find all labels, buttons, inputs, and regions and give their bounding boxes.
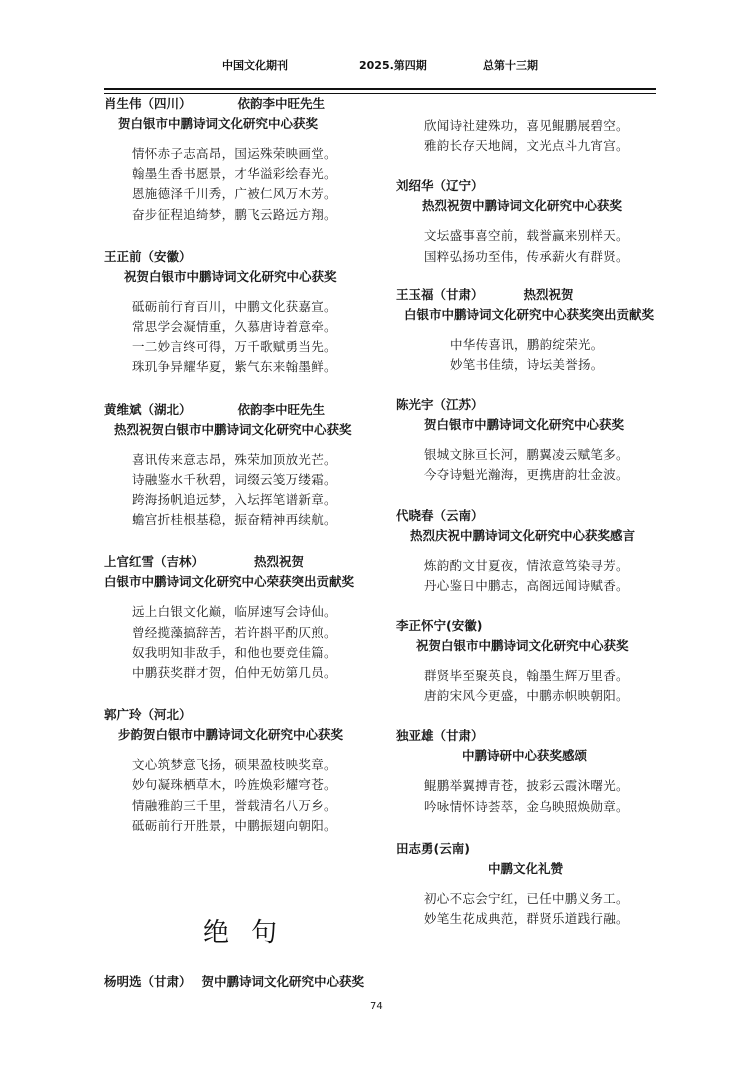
poem-line: 一二妙言终可得，万千歌赋勇当先。 (132, 339, 337, 355)
poem-body (396, 226, 658, 266)
poem-title: 贺白银市中鹏诗词文化研究中心获奖 (118, 116, 319, 131)
poem-line: 珠玑争异耀华夏，紫气东来翰墨鲜。 (132, 359, 337, 375)
poem-entry (396, 616, 658, 706)
poem-line: 文坛盛事喜空前，载誉赢来别样天。 (424, 228, 629, 244)
poem-line: 翰墨生香书愿景，才华溢彩绘春光。 (132, 166, 337, 182)
left-column (104, 94, 384, 836)
poem-body (396, 445, 658, 485)
poem-entry (104, 94, 384, 225)
poem-entry (396, 285, 658, 375)
poem-line: 鲲鹏举翼搏青苍，披彩云霞沐曙光。 (424, 778, 629, 794)
poem-line: 恩施德泽千川秀，广被仁风万木芳。 (132, 186, 337, 202)
poem-author: 陈光宇（江苏） (396, 397, 484, 413)
poem-author: 王正前（安徽） (104, 248, 192, 264)
poem-body (396, 556, 658, 596)
poem-author: 代晓春（云南） (396, 507, 484, 523)
poem-line: 喜讯传来意志昂，殊荣加顶放光芒。 (132, 451, 337, 467)
poem-author: 肖生伟（四川） (104, 96, 192, 111)
poem-line: 群贤毕至聚英良，翰墨生辉万里香。 (424, 668, 629, 684)
poem-line: 初心不忘会宁红，已任中鹏义务工。 (424, 890, 629, 906)
poem-author: 李正怀宁(安徽) (396, 618, 483, 634)
poem-body (104, 602, 384, 683)
poem-line: 今夺诗魁光瀚海，更携唐韵壮金波。 (424, 467, 629, 483)
poem-body (104, 297, 384, 378)
poem-line: 常思学会凝情重，久慕唐诗着意牵。 (132, 319, 337, 335)
poem-body (104, 450, 384, 531)
poem-line: 诗融鉴水千秋碧，词缀云笺万缕霜。 (132, 471, 337, 487)
poem-body (104, 144, 384, 225)
poem-line: 吟咏情怀诗荟萃，金乌映照焕勋章。 (424, 798, 629, 814)
poem-line: 中鹏获奖群才贺，伯仲无妨第几员。 (132, 665, 337, 681)
poem-line: 国粹弘扬功至伟，传承薪火有群贤。 (424, 248, 629, 264)
poem-line: 跨海扬帆追远梦，入坛挥笔谱新章。 (132, 492, 337, 508)
poem-body (396, 116, 658, 156)
poem-author: 刘绍华（辽宁） (396, 178, 484, 194)
poem-title: 贺中鹏诗词文化研究中心获奖 (201, 974, 365, 989)
poem-body (396, 776, 658, 816)
poem-author: 独亚雄（甘肃） (396, 728, 484, 744)
poem-body (104, 755, 384, 836)
poem-author: 田志勇(云南) (396, 840, 470, 856)
section-title: 绝句 (203, 918, 300, 948)
poem-tag: 依韵李中旺先生 (237, 96, 326, 111)
poem-title: 贺白银市中鹏诗词文化研究中心获奖 (424, 417, 625, 433)
poem-entry (104, 705, 384, 836)
poem-entry (104, 972, 364, 992)
issue-total: 总第十三期 (483, 59, 538, 72)
poem-body (396, 335, 658, 375)
poem-line: 雅韵长存天地阔，文光点斗九宵宫。 (424, 138, 629, 154)
poem-entry (104, 247, 384, 378)
poem-entry (396, 176, 658, 266)
page-number: 74 (370, 1001, 383, 1012)
poem-title: 步韵贺白银市中鹏诗词文化研究中心获奖 (118, 727, 344, 743)
poem-entry (396, 395, 658, 485)
journal-name: 中国文化期刊 (222, 59, 288, 72)
poem-title: 白银市中鹏诗词文化研究中心荣获突出贡献奖 (104, 574, 355, 590)
header-rule-thick (104, 88, 656, 90)
poem-title: 中鹏诗研中心获奖感颂 (462, 748, 588, 764)
poem-body (396, 889, 658, 929)
poem-author: 杨明选（甘肃） (104, 974, 192, 989)
right-column (396, 116, 658, 929)
poem-line: 蟾宫折桂根基稳，振奋精神再续航。 (132, 512, 337, 528)
poem-line: 唐韵宋风今更盛，中鹏赤帜映朝阳。 (424, 688, 629, 704)
poem-line: 远上白银文化巅，临屏速写会诗仙。 (132, 604, 337, 620)
poem-body (396, 666, 658, 706)
poem-line: 奋步征程追绮梦，鹏飞云路远方翔。 (132, 206, 337, 222)
poem-line: 情怀赤子志高昂，国运殊荣映画堂。 (132, 146, 337, 161)
poem-line: 丹心鉴日中鹏志，高阁远闻诗赋香。 (424, 577, 629, 593)
poem-entry (396, 839, 658, 929)
poem-entry (396, 726, 658, 816)
poem-line: 妙句凝珠栖草木，吟旌焕彩耀穹苍。 (132, 777, 337, 793)
poem-line: 曾经揽藻搞辞苦，若许斟平酌仄煎。 (132, 624, 337, 640)
poem-entry (104, 552, 384, 683)
poem-line: 妙笔生花成典范，群贤乐道践行融。 (424, 911, 629, 927)
poem-line: 文心筑梦意飞扬，硕果盈枝映奖章。 (132, 757, 337, 773)
poem-entry (396, 116, 658, 156)
poem-title: 白银市中鹏诗词文化研究中心获奖突出贡献奖 (404, 306, 655, 322)
poem-title: 祝贺白银市中鹏诗词文化研究中心获奖 (124, 268, 337, 284)
poem-tag: 依韵李中旺先生 (237, 401, 326, 417)
poem-tag: 热烈祝贺 (523, 286, 574, 302)
poem-author: 郭广玲（河北） (104, 707, 192, 723)
poem-line: 砥砺前行开胜景，中鹏振翅向朝阳。 (132, 817, 337, 833)
poem-title: 祝贺白银市中鹏诗词文化研究中心获奖 (416, 638, 629, 654)
poem-title: 热烈庆祝中鹏诗词文化研究中心获奖感言 (410, 527, 636, 543)
poem-author: 王玉福（甘肃） (396, 286, 484, 302)
poem-title: 热烈祝贺白银市中鹏诗词文化研究中心获奖 (114, 421, 352, 437)
poem-line: 银城文脉亘长河，鹏翼凌云赋笔多。 (424, 447, 629, 463)
poem-line: 情融雅韵三千里，誉载清名八万乡。 (132, 797, 337, 813)
poem-author: 上官红雪（吉林） (104, 554, 205, 570)
poem-author: 黄维斌（湖北） (104, 401, 192, 417)
poem-line: 奴我明知非敌手，和他也要竞佳篇。 (132, 644, 337, 660)
poem-entry (104, 400, 384, 531)
poem-line: 砥砺前行育百川，中鹏文化获嘉宣。 (132, 298, 337, 314)
poem-title: 中鹏文化礼赞 (488, 860, 564, 876)
poem-entry (396, 506, 658, 596)
poem-tag: 热烈祝贺 (254, 554, 305, 570)
poem-line: 炼韵酌文甘夏夜，情浓意笃染寻芳。 (424, 557, 629, 573)
issue-label: 2025.第四期 (359, 59, 427, 72)
poem-line: 中华传喜讯，鹏韵绽荣光。 (450, 336, 604, 352)
poem-title: 热烈祝贺中鹏诗词文化研究中心获奖 (422, 198, 623, 214)
poem-line: 妙笔书佳绩，诗坛美誉扬。 (450, 357, 604, 373)
poem-line: 欣闻诗社建殊功，喜见鲲鹏展碧空。 (424, 118, 629, 133)
